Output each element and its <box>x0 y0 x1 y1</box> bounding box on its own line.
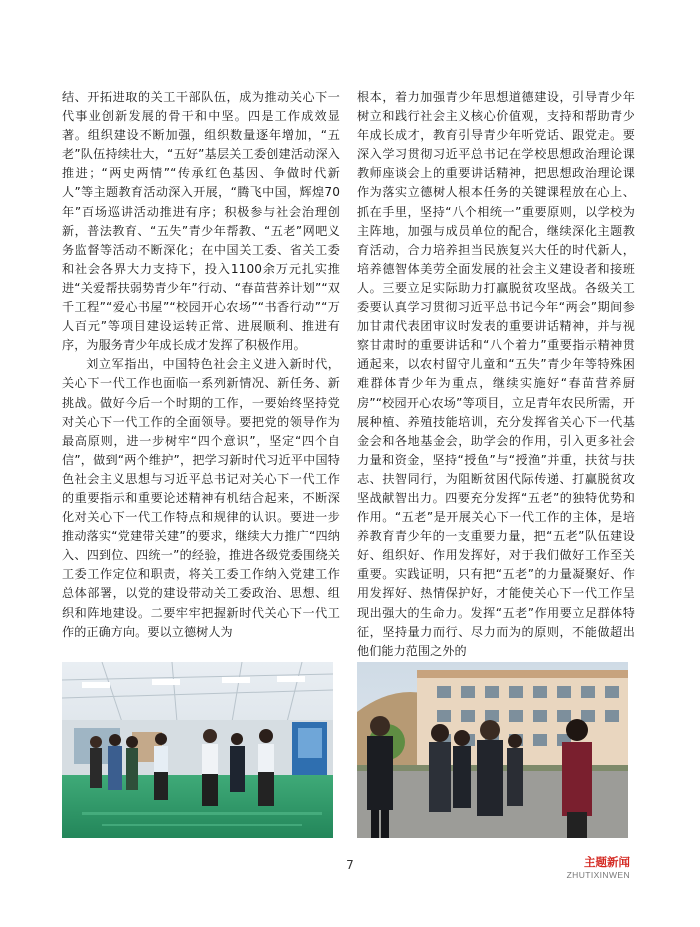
article-paragraph: 根本，着力加强青少年思想道德建设，引导青少年树立和践行社会主义核心价值观，支持和帮助青少年成长成才，教育引导青少年听党话、跟党走。要深入学习贯彻习近平总书记在学校思想政治理论课教师座谈会上的重要讲话精神，把思想政治理论课作为落实立德树人根本任务的关键课程放在心上、抓在手里，坚持“八个相统一”重要原则，以学校为主阵地，加强与成员单位的配合，继续深化主题教育活动，合力培养担当民族复兴大任的时代新人，培养德智体美劳全面发展的社会主义建设者和接班人。三要立足实际助力打赢脱贫攻坚战。各级关工委要认真学习贯彻习近平总书记今年“两会”期间参加甘肃代表团审议时发表的重要讲话精神，并与视察甘肃时的重要讲话和“八个着力”重要指示精神贯通起来，以农村留守儿童和“五失”青少年等特殊困难群体青少年为重点，继续实施好“春苗营养厨房”“校园开心农场”等项目，立足青年农民所需，开展种植、养殖技能培训，充分发挥省关心下一代基金会和各地基金会，助学会的作用，引入更多社会力量和资金，坚持“授鱼”与“授渔”并重，扶贫与扶志、扶智同行，为阻断贫困代际传递、打赢脱贫攻坚战献智出力。四要充分发挥“五老”的独特优势和作用。“五老”是开展关心下一代工作的主体，是培养教育青少年的一支重要力量，把“五老”队伍建设好、组织好、作用发挥好，对于我们做好工作至关重要。实践证明，只有把“五老”的力量凝聚好、作用发挥好、热情保护好，才能使关心下一代工作呈现出强大的生命力。发挥“五老”作用要立足群体特征，坚持量力而行、尽力而为的原则，不能做超出他们能力范围之外的 <box>357 90 635 658</box>
page-number: 7 <box>346 858 354 872</box>
article-paragraph: 结、开拓进取的关工干部队伍，成为推动关心下一代事业创新发展的骨干和中坚。四是工作成效显著。组织建设不断加强，组织数量逐年增加，“五老”队伍持续壮大，“五好”基层关工委创建活动深入推进；“两史两情”“传承红色基因、争做时代新人”等主题教育活动深入开展，“腾飞中国，辉煌70年”百场巡讲活动推进有序；积极参与社会治理创新，普法教育、“五失”青少年帮教、“五老”网吧义务监督等活动不断深化；在中国关工委、省关工委和社会各界大力支持下，投入1100余万元扎实推进“关爱帮扶弱势青少年”行动、“春苗营养计划”“双千工程”“爱心书屋”“校园开心农场”“书香行动”“万人百元”等项目建设运转正常、进展顺利、推进有序，为服务青少年成长成才发挥了积极作用。 <box>62 90 340 353</box>
article-column-left <box>62 88 340 662</box>
section-brand-title: 主题新闻 <box>584 855 630 869</box>
article-column-right <box>357 88 635 662</box>
section-brand-pinyin: ZHUTIXINWEN <box>566 869 630 880</box>
photo-indoor-visit-image <box>62 662 333 838</box>
photo-outdoor-visit <box>357 662 628 838</box>
photo-indoor-visit <box>62 662 333 838</box>
photo-outdoor-visit-image <box>357 662 628 838</box>
section-brand <box>567 857 630 879</box>
article-paragraph: 刘立军指出，中国特色社会主义进入新时代，关心下一代工作也面临一系列新情况、新任务、新挑战。做好今后一个时期的工作，一要始终坚持党对关心下一代工作的全面领导。要把党的领导作为最高原则，进一步树牢“四个意识”，坚定“四个自信”，做到“两个维护”，把学习新时代习近平中国特色社会主义思想与习近平总书记对关心下一代工作的重要指示和重要论述精神有机结合起来，不断深化对关心下一代工作特点和规律的认识。要进一步推动落实“党建带关建”的要求，继续大力推广“四纳入、四到位、四统一”的经验，推进各级党委围绕关工委工作定位和职责，将关工委工作纳入党建工作总体部署，以党的建设带动关工委政治、思想、组织和阵地建设。二要牢牢把握新时代关心下一代工作的正确方向。要以立德树人为 <box>62 357 340 639</box>
